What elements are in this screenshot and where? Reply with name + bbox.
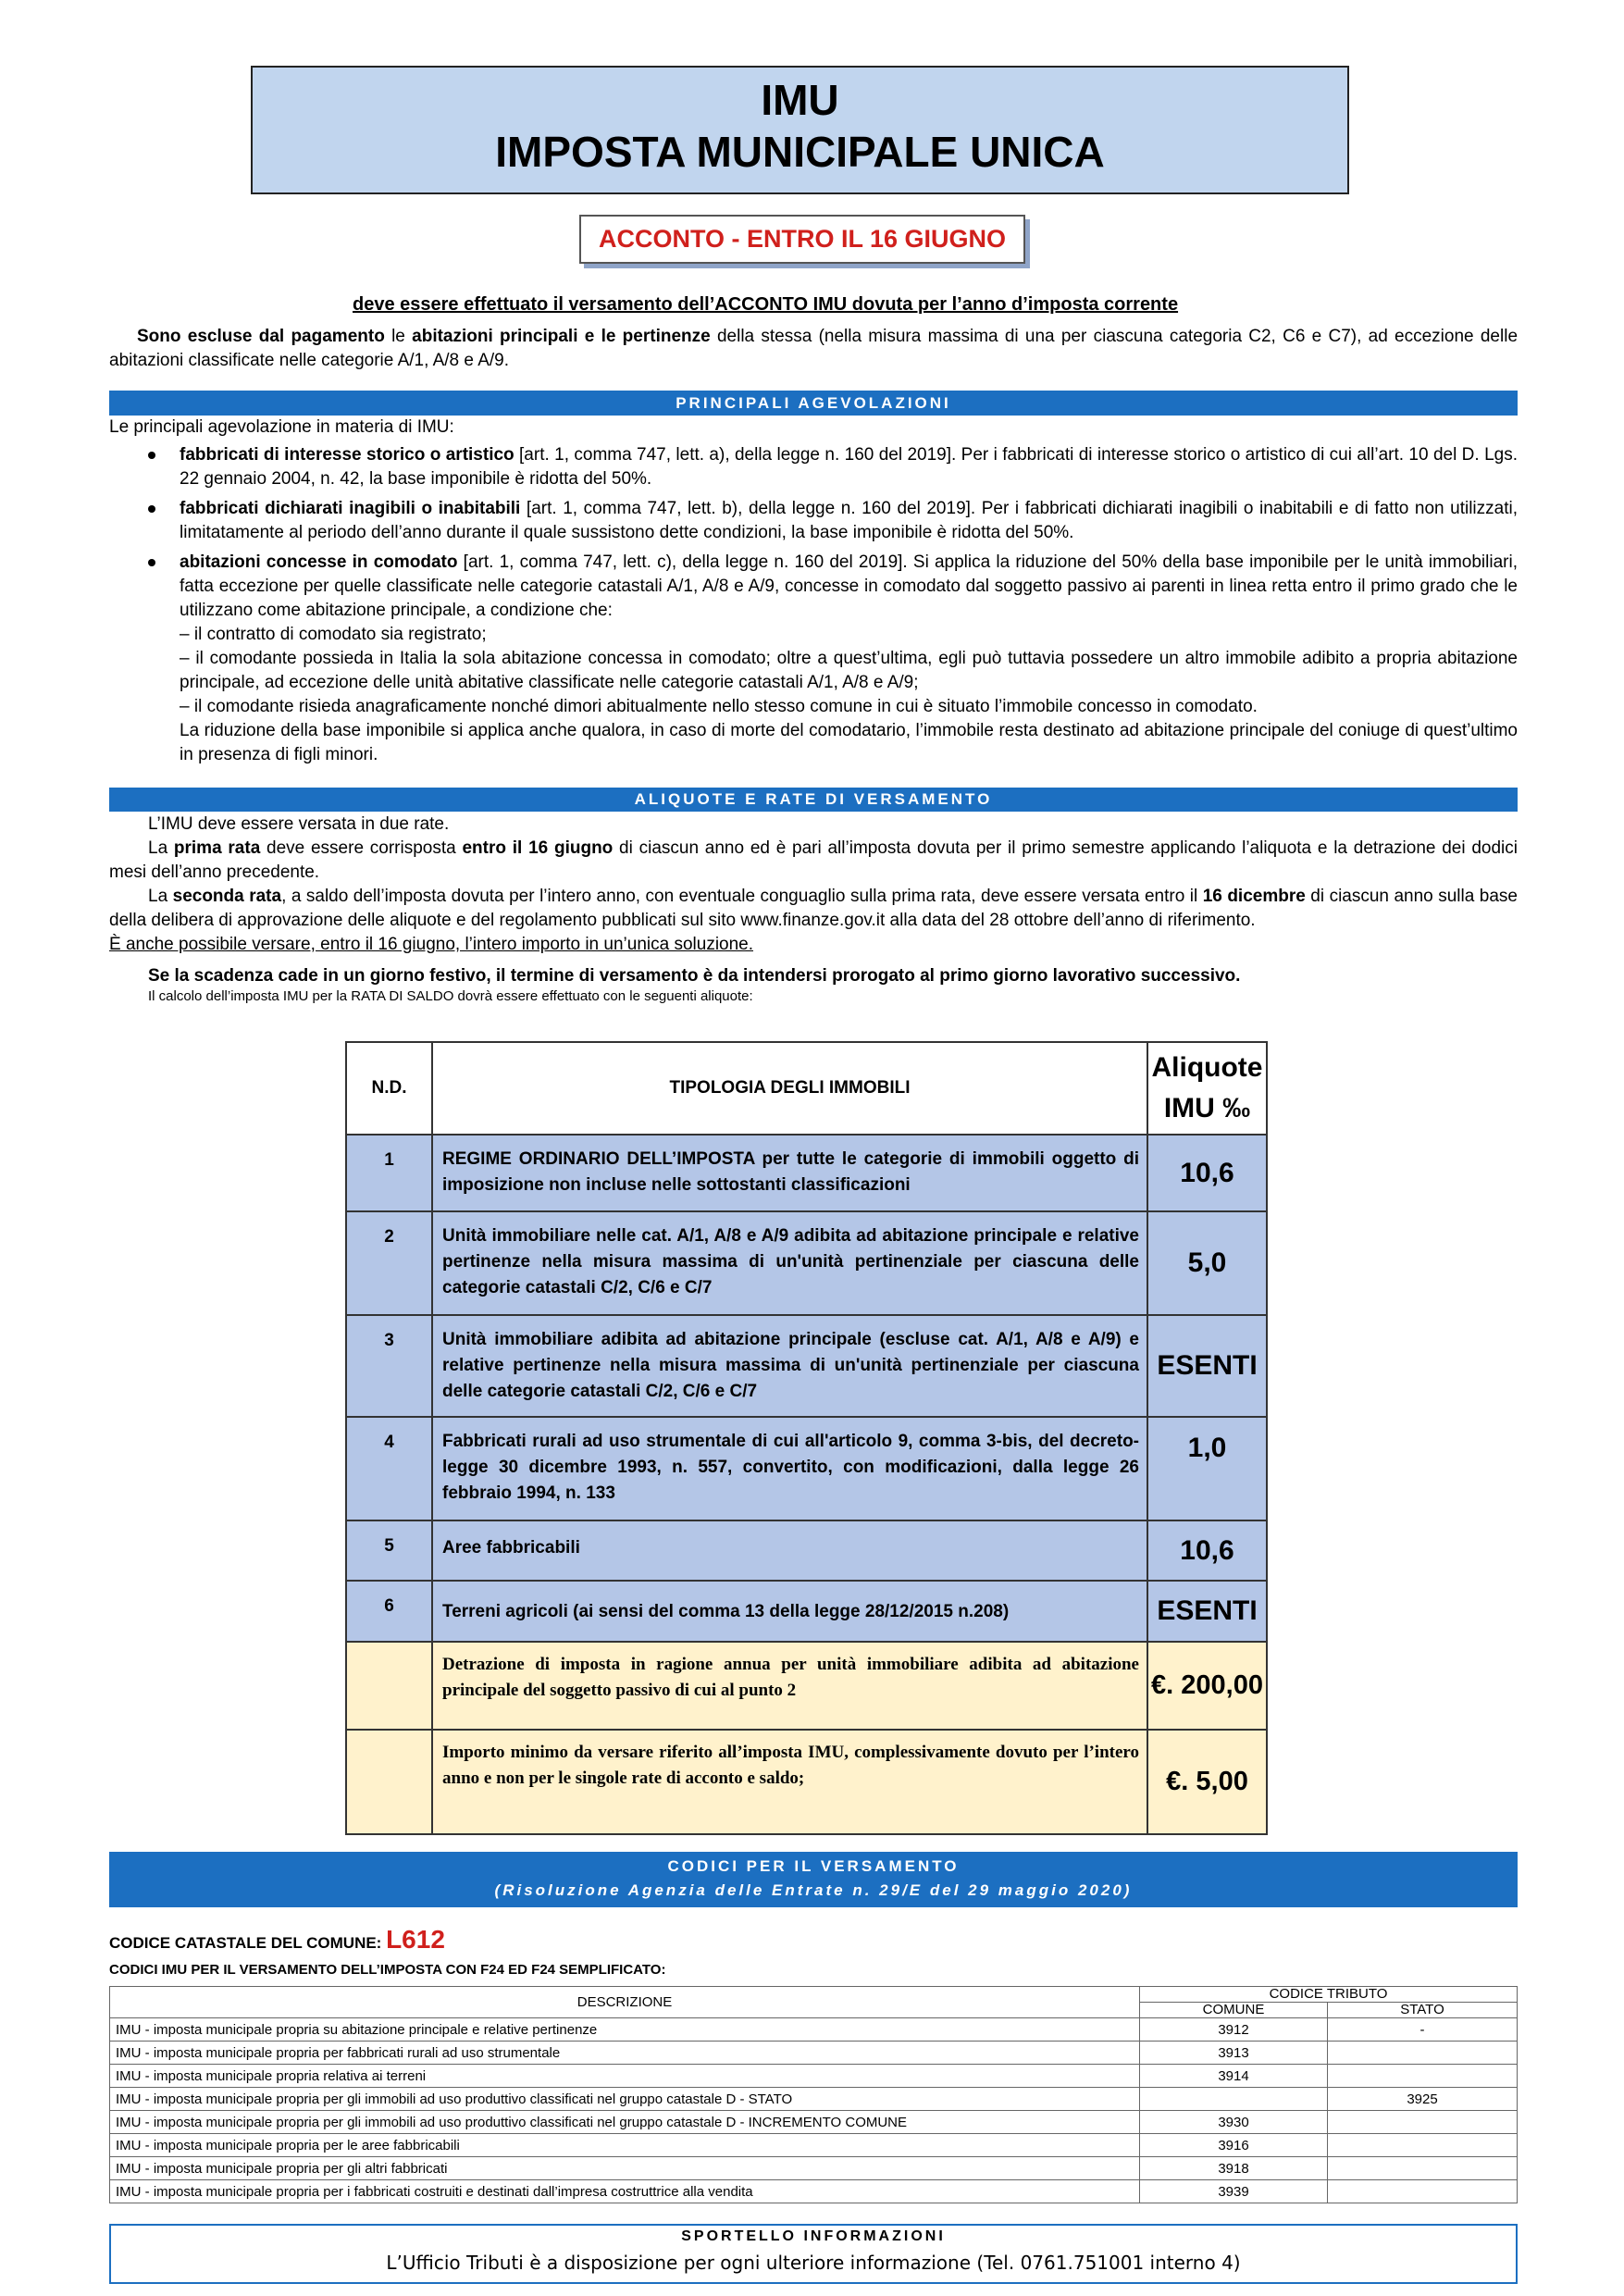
exclusion-text-2: della stessa (nella misura massima di una per ciascuna categoria C2, C6 e C7), ad eccezione delle abitazioni classificate nelle categorie A/1, A/8 e A/9. [109, 327, 1519, 370]
table-row [346, 1135, 1267, 1211]
row-value: ESENTI [1147, 1315, 1267, 1417]
table-row [110, 2018, 1518, 2042]
p3-a: La [148, 887, 173, 906]
header-aliquote-l2: IMU ‰ [1163, 1093, 1251, 1123]
codes-header-stato: STATO [1328, 2003, 1518, 2018]
page-title-box [251, 66, 1349, 194]
row-nd: 6 [346, 1581, 432, 1642]
code-stato: 3925 [1328, 2088, 1518, 2111]
catastale-label: CODICE CATASTALE DEL COMUNE: [109, 1934, 387, 1952]
codes-header-codice: CODICE TRIBUTO [1140, 1987, 1518, 2003]
row-nd: 4 [346, 1417, 432, 1520]
exclusion-bold-2: abitazioni principali e le pertinenze [412, 327, 711, 346]
row-desc: Unità immobiliare adibita ad abitazione principale (escluse cat. A/1, A/8 e A/9) e relative pertinenze nella misura massima di un'unità pertinenziale per ciascuna delle categorie catastali C/2, C/6 e C/7 [432, 1315, 1147, 1417]
code-desc: IMU - imposta municipale propria per le aree fabbricabili [110, 2134, 1140, 2157]
p3-d: 16 dicembre [1202, 887, 1306, 906]
code-stato [1328, 2111, 1518, 2134]
header-nd: N.D. [346, 1042, 432, 1135]
condition-item: – il comodante possieda in Italia la sola abitazione concessa in comodato; oltre a quest’ultima, egli può tuttavia possedere un altro immobile adibito a propria abitazione principale, ad eccezione delle unità abitative classificate nelle categorie catastali A/1, A/8 e A/9; [180, 649, 1518, 692]
code-desc: IMU - imposta municipale propria su abitazione principale e relative pertinenze [110, 2018, 1140, 2042]
p2-b: prima rata [173, 838, 261, 858]
p2-d: entro il 16 giugno [462, 838, 614, 858]
intro-subtitle: deve essere effettuato il versamento dell’ACCONTO IMU dovuta per l’anno d’imposta corrente [353, 294, 1179, 315]
minimo-value: €. 5,00 [1147, 1730, 1267, 1834]
aliquote-p1: L’IMU deve essere versata in due rate. [148, 814, 450, 834]
exclusion-bold-1: Sono escluse dal pagamento [137, 327, 385, 346]
code-stato: - [1328, 2018, 1518, 2042]
p3-c: , a saldo dell’imposta dovuta per l’intero anno, con eventuale conguaglio sulla prima rata, deve essere versata entro il [281, 887, 1203, 906]
catastale-line [109, 1925, 445, 1955]
agevolazione-item-text: [art. 1, comma 747, lett. b), della legge n. 160 del 2019]. Per i fabbricati dichiarati inagibili o inabitabili e di fatto non utilizzati, limitatamente al periodo dell’anno durante il quale sussistono dette condizioni, la base imponibile è ridotta del 50%. [180, 499, 1518, 542]
page-subtitle: IMPOSTA MUNICIPALE UNICA [495, 128, 1105, 176]
table-row [346, 1211, 1267, 1315]
condition-item: – il comodante risieda anagraficamente nonché dimori abitualmente nello stesso comune in cui è situato l’immobile concesso in comodato. [180, 697, 1258, 716]
row-nd: 3 [346, 1315, 432, 1417]
exclusion-paragraph [109, 325, 1518, 373]
table-row [346, 1520, 1267, 1581]
row-desc: Fabbricati rurali ad uso strumentale di cui all'articolo 9, comma 3-bis, del decreto-legge 30 dicembre 1993, n. 557, convertito, con modificazioni, dalla legge 26 febbraio 1994, n. 133 [432, 1417, 1147, 1520]
aliquote-bar: ALIQUOTE E RATE DI VERSAMENTO [109, 788, 1518, 812]
codes-header-comune: COMUNE [1140, 2003, 1328, 2018]
row-value: 1,0 [1147, 1417, 1267, 1520]
exclusion-text-1: le [384, 327, 413, 346]
table-row [110, 2065, 1518, 2088]
acconto-label: ACCONTO - ENTRO IL 16 GIUGNO [579, 215, 1025, 264]
header-aliquote-l1: Aliquote [1151, 1052, 1263, 1083]
agevolazione-item [180, 551, 1518, 623]
codici-bar [109, 1852, 1518, 1907]
bullet-icon [148, 559, 155, 566]
table-row-detrazione [346, 1642, 1267, 1730]
header-aliquote [1147, 1042, 1267, 1135]
sportello-box [109, 2224, 1518, 2284]
aliquote-text [109, 813, 1518, 1005]
aliquote-p4: È anche possibile versare, entro il 16 giugno, l’intero importo in un’unica soluzione. [109, 935, 754, 954]
code-comune [1140, 2088, 1328, 2111]
p2-c: deve essere corrisposta [260, 838, 463, 858]
code-desc: IMU - imposta municipale propria per fabbricati rurali ad uso strumentale [110, 2042, 1140, 2065]
agevolazione-item-title: fabbricati dichiarati inagibili o inabitabili [180, 499, 521, 518]
paren-open: ( [494, 1881, 503, 1899]
code-desc: IMU - imposta municipale propria per gli immobili ad uso produttivo classificati nel gruppo catastale D - INCREMENTO COMUNE [110, 2111, 1140, 2134]
code-desc: IMU - imposta municipale propria per i fabbricati costruiti e destinati dall’impresa costruttrice alla vendita [110, 2180, 1140, 2203]
catastale-code: L612 [386, 1925, 445, 1954]
row-desc: Terreni agricoli (ai sensi del comma 13 della legge 28/12/2015 n.208) [432, 1581, 1147, 1642]
table-row [110, 2111, 1518, 2134]
code-stato [1328, 2065, 1518, 2088]
table-row [110, 2088, 1518, 2111]
code-stato [1328, 2134, 1518, 2157]
page-title: IMU [761, 76, 839, 124]
rates-header-row [346, 1042, 1267, 1135]
agevolazioni-lead: Le principali agevolazione in materia di IMU: [109, 417, 454, 437]
table-row [110, 2042, 1518, 2065]
code-stato [1328, 2157, 1518, 2180]
bullet-icon [148, 505, 155, 513]
sportello-text: L’Ufficio Tributi è a disposizione per ogni ulteriore informazione (Tel. 0761.751001 interno 4) [386, 2252, 1241, 2274]
row-value: 5,0 [1147, 1211, 1267, 1315]
detrazione-value: €. 200,00 [1147, 1642, 1267, 1730]
table-row [110, 2134, 1518, 2157]
row-desc-text: per tutte le categorie di immobili oggetto di imposizione non incluse nelle sottostanti classificazioni [442, 1149, 1140, 1195]
code-comune: 3939 [1140, 2180, 1328, 2203]
agevolazione-item [180, 497, 1518, 545]
aliquote-p5: Se la scadenza cade in un giorno festivo, il termine di versamento è da intendersi prorogato al primo giorno lavorativo successivo. [148, 966, 1241, 986]
paren-close: ) [1123, 1881, 1133, 1899]
row-desc: Aree fabbricabili [432, 1520, 1147, 1581]
code-comune: 3916 [1140, 2134, 1328, 2157]
row-nd: 1 [346, 1135, 432, 1211]
codici-bar-title: CODICI PER IL VERSAMENTO [667, 1857, 960, 1875]
code-stato [1328, 2180, 1518, 2203]
agevolazione-item-title: fabbricati di interesse storico o artistico [180, 445, 514, 465]
code-desc: IMU - imposta municipale propria per gli immobili ad uso produttivo classificati nel gruppo catastale D - STATO [110, 2088, 1140, 2111]
agevolazioni-bar: PRINCIPALI AGEVOLAZIONI [109, 391, 1518, 416]
p2-e: di ciascun anno ed è pari all’imposta dovuta per il primo semestre applicando l’aliquota e la detrazione dei dodici mesi dell’anno precedente. [109, 838, 1519, 882]
bullet-icon [148, 452, 155, 459]
row-value: 10,6 [1147, 1520, 1267, 1581]
header-tipologia: TIPOLOGIA DEGLI IMMOBILI [432, 1042, 1147, 1135]
code-comune: 3930 [1140, 2111, 1328, 2134]
codici-bar-subtitle [109, 1879, 1518, 1903]
aliquote-p2 [109, 837, 1518, 885]
code-desc: IMU - imposta municipale propria relativa ai terreni [110, 2065, 1140, 2088]
row-desc [432, 1135, 1147, 1211]
detrazione-desc: Detrazione di imposta in ragione annua per unità immobiliare adibita ad abitazione principale del soggetto passivo di cui al punto 2 [432, 1642, 1147, 1730]
table-row-minimo [346, 1730, 1267, 1834]
table-row [346, 1315, 1267, 1417]
row-nd-empty [346, 1730, 432, 1834]
row-nd-empty [346, 1642, 432, 1730]
codes-header-row [110, 1987, 1518, 2003]
table-row [110, 2180, 1518, 2203]
sportello-title: SPORTELLO INFORMAZIONI [681, 2228, 946, 2244]
agevolazione-item-title: abitazioni concesse in comodato [180, 552, 458, 572]
table-row [346, 1581, 1267, 1642]
codici-bar-subtitle-text: Risoluzione Agenzia delle Entrate n. 29/E del 29 maggio 2020 [502, 1881, 1124, 1899]
p3-b: seconda rata [172, 887, 282, 906]
f24-label: CODICI IMU PER IL VERSAMENTO DELL’IMPOSTA CON F24 ED F24 SEMPLIFICATO: [109, 1962, 666, 1978]
condition-item: – il contratto di comodato sia registrato; [180, 625, 487, 644]
codes-header-desc: DESCRIZIONE [110, 1987, 1140, 2018]
aliquote-p6: Il calcolo dell’imposta IMU per la RATA DI SALDO dovrà essere effettuato con le seguenti aliquote: [148, 988, 753, 1004]
row-value: 10,6 [1147, 1135, 1267, 1211]
agevolazione-item [180, 443, 1518, 491]
code-stato [1328, 2042, 1518, 2065]
row-desc-bold: REGIME ORDINARIO DELL’IMPOSTA [442, 1149, 755, 1169]
code-comune: 3912 [1140, 2018, 1328, 2042]
rates-table [345, 1041, 1268, 1835]
agevolazioni-list [180, 443, 1518, 767]
agevolazioni-final: La riduzione della base imponibile si applica anche qualora, in caso di morte del comodatario, l’immobile resta destinato ad abitazione principale del coniuge di quest’ultimo in presenza di figli minori. [180, 721, 1518, 764]
row-nd: 5 [346, 1520, 432, 1581]
code-comune: 3918 [1140, 2157, 1328, 2180]
row-value: ESENTI [1147, 1581, 1267, 1642]
table-row [110, 2157, 1518, 2180]
p2-a: La [148, 838, 174, 858]
minimo-desc: Importo minimo da versare riferito all’imposta IMU, complessivamente dovuto per l’intero anno e non per le singole rate di acconto e saldo; [432, 1730, 1147, 1834]
table-row [346, 1417, 1267, 1520]
p3-e: di ciascun anno sulla base della delibera di approvazione delle aliquote e del regolamento pubblicati sul sito www.finanze.gov.it alla data del 28 ottobre dell’anno di riferimento. [109, 887, 1518, 930]
codes-table [109, 1986, 1518, 2203]
agevolazione-item-text: [art. 1, comma 747, lett. a), della legge n. 160 del 2019]. Per i fabbricati di interesse storico o artistico di cui all’art. 10 del D. Lgs. 22 gennaio 2004, n. 42, la base imponibile è ridotta del 50%. [180, 445, 1518, 489]
row-desc: Unità immobiliare nelle cat. A/1, A/8 e A/9 adibita ad abitazione principale e relative pertinenze nella misura massima di un'unità pertinenziale per ciascuna delle categorie catastali C/2, C/6 e C/7 [432, 1211, 1147, 1315]
code-comune: 3913 [1140, 2042, 1328, 2065]
agevolazione-item-text: [art. 1, comma 747, lett. c), della legge n. 160 del 2019]. Si applica la riduzione del 50% della base imponibile per le unità immobiliari, fatta eccezione per quelle classificate nelle categorie catastali A/1, A/8 e A/9, concesse in comodato dal soggetto passivo ai parenti in linea retta entro il primo grado che le utilizzano come abitazione principale, a condizione che: [180, 552, 1518, 620]
code-comune: 3914 [1140, 2065, 1328, 2088]
code-desc: IMU - imposta municipale propria per gli altri fabbricati [110, 2157, 1140, 2180]
aliquote-p3 [109, 885, 1518, 933]
row-nd: 2 [346, 1211, 432, 1315]
